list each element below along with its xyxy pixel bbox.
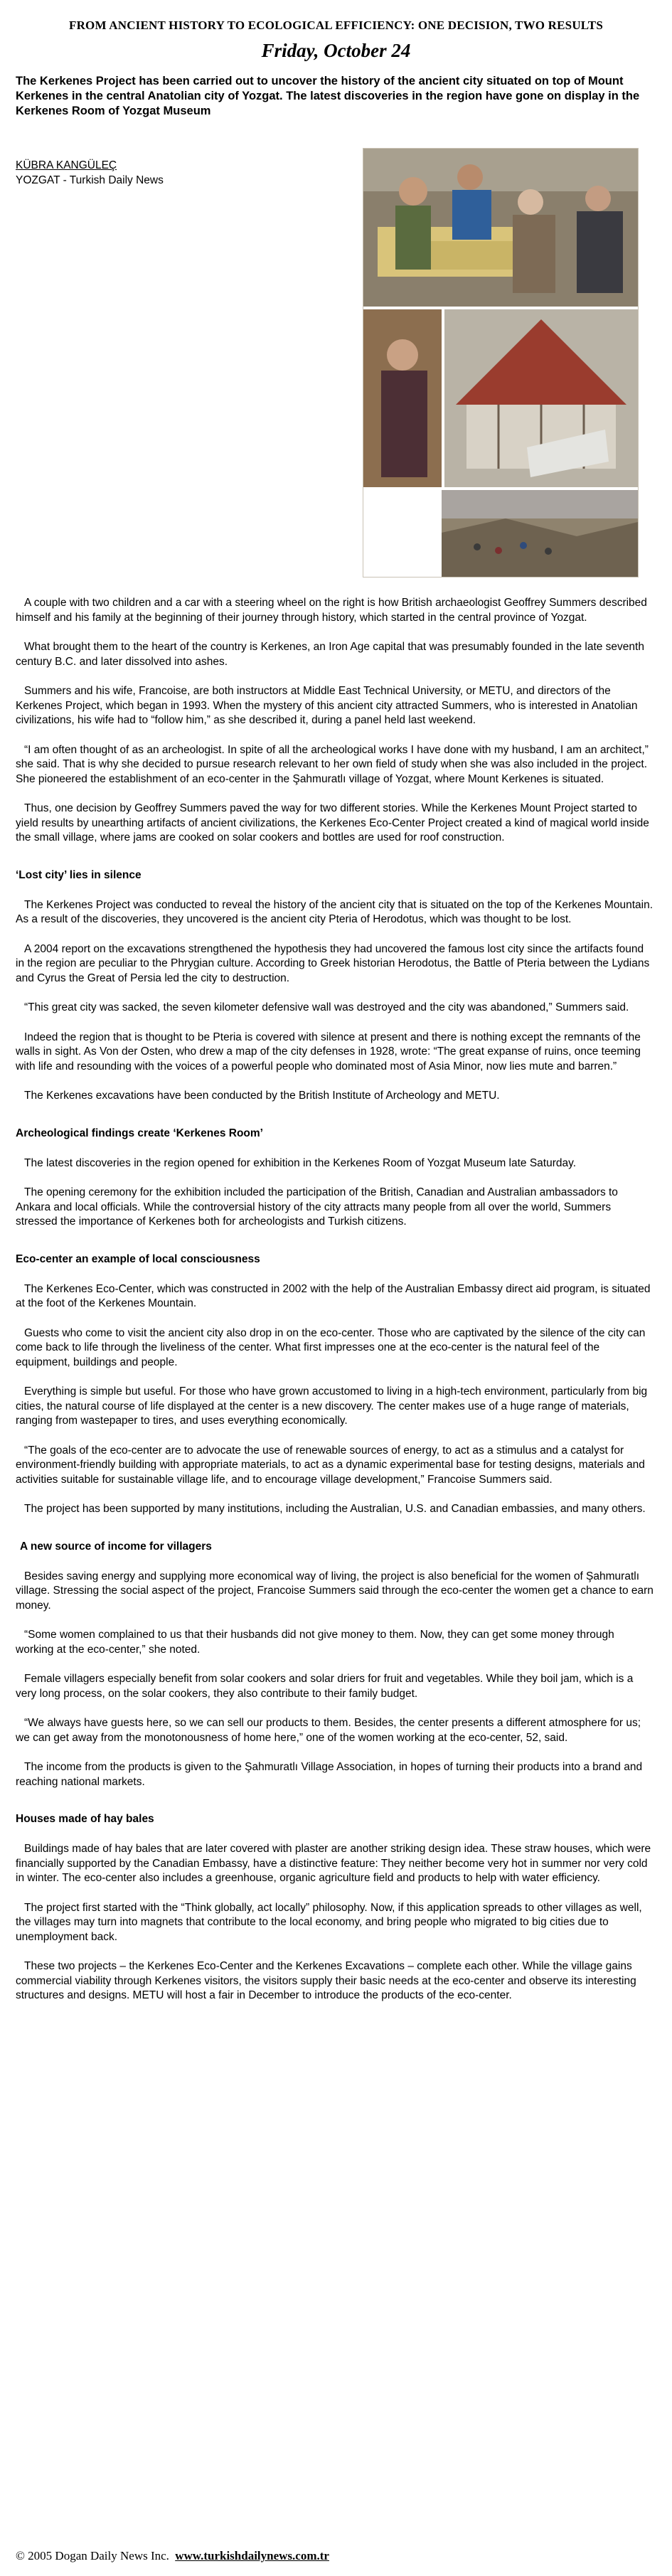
article-paragraph: A couple with two children and a car with a steering wheel on the right is how British archaeologist Geoffrey Summers described himself and his family at the beginning of their journey through history, which started in the central province of Yozgat. (16, 597, 647, 624)
article-paragraph: Summers and his wife, Francoise, are both instructors at Middle East Technical University, or METU, and directors of the Kerkenes Project, which began in 1993. When the mystery of this ancient city attracted Summers, who is interested in Anatolian civilizations, his wife had to “follow him,” as she described it, during a panel held last weekend. (16, 685, 638, 726)
article-paragraph: Thus, one decision by Geoffrey Summers paved the way for two different stories. While the Kerkenes Mount Project started to yield results by unearthing artifacts of ancient civilizations, the Kerkenes Eco-Center Project created a kind of magical world inside the small village, where jams are cooked on solar cookers and bottles are used for roof construction. (16, 802, 649, 843)
photo-collage (363, 148, 639, 578)
article-paragraph: What brought them to the heart of the country is Kerkenes, an Iron Age capital that was presumably founded in the late seventh century B.C. and later dissolved into ashes. (16, 641, 644, 668)
article-paragraph: Everything is simple but useful. For those who have grown accustomed to living in a high-tech environment, particularly from big cities, the natural course of life displayed at the center is a new discovery. The center makes use of a huge range of materials, ranging from wastepaper to tires, and uses everything economically. (16, 1385, 648, 1427)
section-heading: ‘Lost city’ lies in silence (16, 868, 142, 881)
article-paragraph: “Some women complained to us that their husbands did not give money to them. Now, they can get some money through working at the eco-center,” she noted. (16, 1629, 614, 1656)
article-date: Friday, October 24 (261, 40, 411, 61)
article-paragraph: The Kerkenes excavations have been conducted by the British Institute of Archeology and METU. (24, 1090, 500, 1102)
article-body (16, 596, 654, 2018)
article-paragraph: The Kerkenes Project was conducted to reveal the history of the ancient city that is situated on the top of the Kerkenes Mountain. As a result of the discoveries, they uncovered is the ancient city Pteria of Herodotus, which was thought to be lost. (16, 898, 654, 925)
section-heading: Eco-center an example of local consciousness (16, 1252, 260, 1265)
article-paragraph: “This great city was sacked, the seven kilometer defensive wall was destroyed and the city was abandoned,” Summers said. (24, 1001, 629, 1013)
article-paragraph: Guests who come to visit the ancient city also drop in on the eco-center. Those who are captivated by the silence of the city can come back to life through the liveliness of the center. What first impresses one at the eco-center is the natural feel of the equipment, buildings and people. (16, 1326, 646, 1368)
article-paragraph: The project has been supported by many institutions, including the Australian, U.S. and Canadian embassies, and many others. (24, 1503, 646, 1515)
footer-site-link[interactable]: www.turkishdailynews.com.tr (175, 2549, 329, 2562)
byline (16, 158, 336, 188)
section-heading: A new source of income for villagers (20, 1540, 212, 1553)
article-paragraph: The Kerkenes Eco-Center, which was constructed in 2002 with the help of the Australian Embassy direct aid program, is situated at the foot of the Kerkenes Mountain. (16, 1282, 651, 1309)
article-paragraph: Indeed the region that is thought to be Pteria is covered with silence at present and there is nothing except the remnants of the walls in sight. As Von der Osten, who drew a map of the city defenses in 1928, wrote: “The great expanse of ruins, once teeming with life and resounding with the voices of a powerful people who dominated most of Asia Minor, now lies mute and barren.” (16, 1031, 641, 1073)
article-paragraph: The income from the products is given to the Şahmuratlı Village Association, in hopes of turning their products into a brand and reaching national markets. (16, 1761, 643, 1788)
footer-copyright: © 2005 Dogan Daily News Inc. (16, 2549, 169, 2562)
article-paragraph: The latest discoveries in the region opened for exhibition in the Kerkenes Room of Yozgat Museum late Saturday. (24, 1156, 577, 1169)
article-paragraph: A 2004 report on the excavations strengthened the hypothesis they had uncovered the famous lost city since the artifacts found in the region are peculiar to the Phrygian culture. According to Greek historian Herodotus, the Battle of Pteria between the Lydians and Cyrus the Great of Persia led the city to destruction. (16, 942, 650, 984)
article-paragraph: The opening ceremony for the exhibition included the participation of the British, Canadian and Australian ambassadors to Ankara and local officials. While the controversial history of the city attracts many people from all over the world, Summers stressed the importance of Kerkenes both for archeologists and Turkish citizens. (16, 1186, 618, 1228)
section-heading: Archeological findings create ‘Kerkenes Room’ (16, 1127, 263, 1139)
article-paragraph: The project first started with the “Think globally, act locally” philosophy. Now, if this application spreads to other villages as well, the villages may turn into magnets that contribute to the local economy, and bring people who migrated to big cities due to unemployment back. (16, 1901, 642, 1943)
article-lead: The Kerkenes Project has been carried out to uncover the history of the ancient city situated on top of Mount Kerkenes in the central Anatolian city of Yozgat. The latest discoveries in the region have gone on display in the Kerkenes Room of Yozgat Museum (16, 75, 640, 117)
photo-collage-icon (363, 149, 638, 577)
article-paragraph: Female villagers especially benefit from solar cookers and solar driers for fruit and vegetables. While they boil jam, which is a very long process, on the solar cookers, they also contribute to their family budget. (16, 1673, 634, 1700)
byline-location: YOZGAT - Turkish Daily News (16, 174, 164, 186)
footer (16, 2549, 656, 2563)
article-paragraph: “I am often thought of as an archeologist. In spite of all the archeological works I have done with my husband, I am an architect,” she said. That is why she decided to pursue research relevant to her own field of study when she was also included in the project. She pioneered the establishment of an eco-center in the Şahmuratlı village of Yozgat, where Mount Kerkenes is situated. (16, 743, 649, 785)
article-paragraph: These two projects – the Kerkenes Eco-Center and the Kerkenes Excavations – complete each other. While the village gains commercial viability through Kerkenes visitors, the visitors supply their basic needs at the eco-center and observe its interesting structures and designs. METU will host a fair in December to introduce the products of the eco-center. (16, 1960, 636, 2001)
article-paragraph: “We always have guests here, so we can sell our products to them. Besides, the center presents a different atmosphere for us; we can get away from the monotonousness of home here,” one of the women working at the eco-center, 52, said. (16, 1717, 641, 1744)
byline-author: KÜBRA KANGÜLEÇ (16, 159, 117, 171)
article-kicker: FROM ANCIENT HISTORY TO ECOLOGICAL EFFICIENCY: ONE DECISION, TWO RESULTS (69, 18, 603, 32)
article-paragraph: Buildings made of hay bales that are later covered with plaster are another striking design idea. These straw houses, which were financially supported by the Canadian Embassy, have a distinctive feature: They neither become very hot in summer nor very cold in winter. The eco-center also includes a greenhouse, organic agriculture field and products to help with water efficiency. (16, 1843, 651, 1884)
section-heading: Houses made of hay bales (16, 1813, 154, 1825)
article-paragraph: “The goals of the eco-center are to advocate the use of renewable sources of energy, to act as a stimulus and a catalyst for environment-friendly building with appropriate materials, to act as a dynamic experimental base for testing designs, materials and activities suitable for sustainable village life, and to encourage village development,” Francoise Summers said. (16, 1444, 645, 1486)
article-paragraph: Besides saving energy and supplying more economical way of living, the project is also beneficial for the women of Şahmuratlı village. Stressing the social aspect of the project, Francoise Summers said through the eco-center the women get a chance to earn money. (16, 1570, 654, 1612)
